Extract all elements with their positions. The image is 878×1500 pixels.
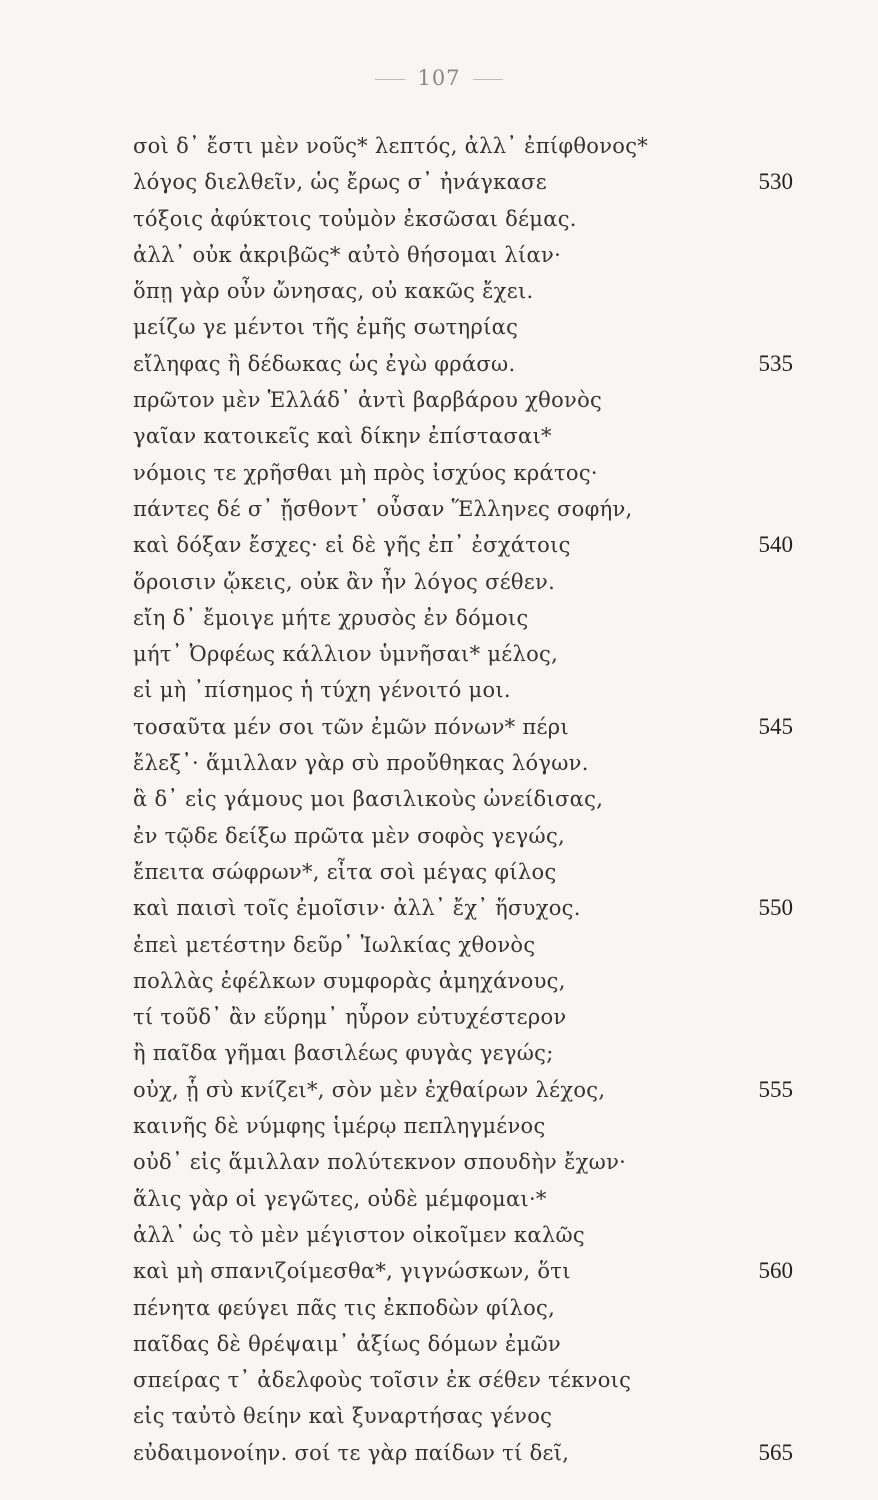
verse-line [133, 745, 793, 781]
verse-text: ὅπῃ γὰρ οὖν ὤνησας, οὐ κακῶς ἔχει. [133, 279, 534, 304]
verse-line [133, 709, 793, 745]
verse-line [133, 418, 793, 454]
verse-line [133, 1435, 793, 1471]
verse-line [133, 1181, 793, 1217]
verse-text: σπείρας τ᾽ ἀδελφοὺς τοῖσιν ἐκ σέθεν τέκνοις [133, 1368, 632, 1393]
verse-line [133, 491, 793, 527]
verse-text: πολλὰς ἐφέλκων συμφορὰς ἀμηχάνους, [133, 968, 566, 993]
verse-text: εἴληφας ἢ δέδωκας ὡς ἐγὼ φράσω. [133, 351, 516, 376]
verse-text: πένητα φεύγει πᾶς τις ἐκποδὼν φίλος, [133, 1295, 556, 1320]
verse-line [133, 1072, 793, 1108]
verse-line [133, 854, 793, 890]
verse-line [133, 128, 793, 164]
verse-line [133, 1108, 793, 1144]
verse-line [133, 382, 793, 418]
verse-text: εἰ μὴ ᾽πίσημος ἡ τύχη γένοιτό μοι. [133, 678, 511, 703]
verse-line [133, 527, 793, 563]
verse-text: ἀλλ᾽ ὡς τὸ μὲν μέγιστον οἰκοῖμεν καλῶς [133, 1222, 585, 1247]
verse-line [133, 1253, 793, 1289]
verse-text: ἅλις γὰρ οἱ γεγῶτες, οὐδὲ μέμφομαι·* [133, 1186, 547, 1211]
verse-text: πρῶτον μὲν Ἑλλάδ᾽ ἀντὶ βαρβάρου χθονὸς [133, 388, 603, 413]
verse-line [133, 963, 793, 999]
line-number: 540 [758, 532, 793, 558]
line-number: 550 [758, 895, 793, 921]
verse-block [133, 128, 793, 1471]
line-number: 560 [758, 1258, 793, 1284]
verse-line [133, 781, 793, 817]
verse-text: οὐδ᾽ εἰς ἅμιλλαν πολύτεκνον σπουδὴν ἔχων· [133, 1150, 627, 1175]
verse-text: μείζω γε μέντοι τῆς ἐμῆς σωτηρίας [133, 315, 519, 340]
verse-line [133, 818, 793, 854]
verse-line [133, 273, 793, 309]
verse-line [133, 1398, 793, 1434]
verse-line [133, 346, 793, 382]
verse-text: καὶ παισὶ τοῖς ἐμοῖσιν· ἀλλ᾽ ἔχ᾽ ἥσυχος. [133, 896, 581, 921]
header-dash-right [473, 79, 503, 80]
verse-text: καινῆς δὲ νύμφης ἱμέρῳ πεπληγμένος [133, 1114, 546, 1139]
verse-text: ἃ δ᾽ εἰς γάμους μοι βασιλικοὺς ὠνείδισας, [133, 787, 604, 812]
verse-line [133, 164, 793, 200]
line-number: 565 [758, 1439, 793, 1465]
verse-line [133, 455, 793, 491]
verse-text: οὐχ, ᾗ σὺ κνίζει*, σὸν μὲν ἐχθαίρων λέχος, [133, 1077, 606, 1102]
verse-text: μήτ᾽ Ὀρφέως κάλλιον ὑμνῆσαι* μέλος, [133, 642, 559, 667]
verse-text: καὶ μὴ σπανιζοίμεσθα*, γιγνώσκων, ὅτι [133, 1259, 571, 1284]
verse-text: σοὶ δ᾽ ἔστι μὲν νοῦς* λεπτός, ἀλλ᾽ ἐπίφθονος* [133, 134, 649, 158]
header-dash-left [375, 79, 405, 80]
verse-line [133, 1290, 793, 1326]
verse-line [133, 237, 793, 273]
verse-text: τόξοις ἀφύκτοις τοὐμὸν ἐκσῶσαι δέμας. [133, 206, 577, 231]
verse-line [133, 1144, 793, 1180]
verse-text: ἢ παῖδα γῆμαι βασιλέως φυγὰς γεγώς; [133, 1041, 554, 1066]
verse-line [133, 600, 793, 636]
verse-text: εὐδαιμονοίην. σοί τε γὰρ παίδων τί δεῖ, [133, 1440, 570, 1465]
line-number: 555 [758, 1076, 793, 1102]
verse-line [133, 1326, 793, 1362]
verse-text: πάντες δέ σ᾽ ᾔσθοντ᾽ οὖσαν Ἕλληνες σοφήν, [133, 496, 633, 521]
page-number: 107 [417, 66, 461, 90]
verse-text: ὅροισιν ᾤκεις, οὐκ ἂν ἦν λόγος σέθεν. [133, 569, 556, 594]
verse-line [133, 890, 793, 926]
verse-text: εἴη δ᾽ ἔμοιγε μήτε χρυσὸς ἐν δόμοις [133, 605, 529, 630]
line-number: 530 [758, 169, 793, 195]
verse-text: ἀλλ᾽ οὐκ ἀκριβῶς* αὐτὸ θήσομαι λίαν· [133, 242, 562, 267]
verse-line [133, 1217, 793, 1253]
verse-text: τί τοῦδ᾽ ἂν εὕρημ᾽ ηὗρον εὐτυχέστερον [133, 1005, 567, 1030]
verse-line [133, 1362, 793, 1398]
verse-text: ἔλεξ᾽· ἅμιλλαν γὰρ σὺ προὔθηκας λόγων. [133, 751, 589, 776]
verse-text: γαῖαν κατοικεῖς καὶ δίκην ἐπίστασαι* [133, 424, 552, 449]
verse-line [133, 927, 793, 963]
verse-line [133, 201, 793, 237]
verse-text: ἐν τῷδε δείξω πρῶτα μὲν σοφὸς γεγώς, [133, 823, 565, 848]
verse-line [133, 1035, 793, 1071]
line-number: 535 [758, 350, 793, 376]
verse-text: καὶ δόξαν ἔσχες· εἰ δὲ γῆς ἐπ᾽ ἐσχάτοις [133, 533, 571, 558]
verse-text: ἐπεὶ μετέστην δεῦρ᾽ Ἰωλκίας χθονὸς [133, 932, 536, 957]
line-number: 545 [758, 713, 793, 739]
verse-line [133, 672, 793, 708]
verse-text: τοσαῦτα μέν σοι τῶν ἐμῶν πόνων* πέρι [133, 714, 569, 739]
verse-text: εἰς ταὐτὸ θείην καὶ ξυναρτήσας γένος [133, 1404, 553, 1429]
verse-text: ἔπειτα σώφρων*, εἶτα σοὶ μέγας φίλος [133, 859, 557, 884]
verse-line [133, 564, 793, 600]
verse-line [133, 309, 793, 345]
page-header [0, 66, 878, 90]
verse-text: λόγος διελθεῖν, ὡς ἔρως σ᾽ ἠνάγκασε [133, 170, 547, 195]
verse-line [133, 999, 793, 1035]
verse-text: νόμοις τε χρῆσθαι μὴ πρὸς ἰσχύος κράτος· [133, 460, 598, 485]
verse-line [133, 636, 793, 672]
verse-text: παῖδας δὲ θρέψαιμ᾽ ἀξίως δόμων ἐμῶν [133, 1331, 561, 1356]
